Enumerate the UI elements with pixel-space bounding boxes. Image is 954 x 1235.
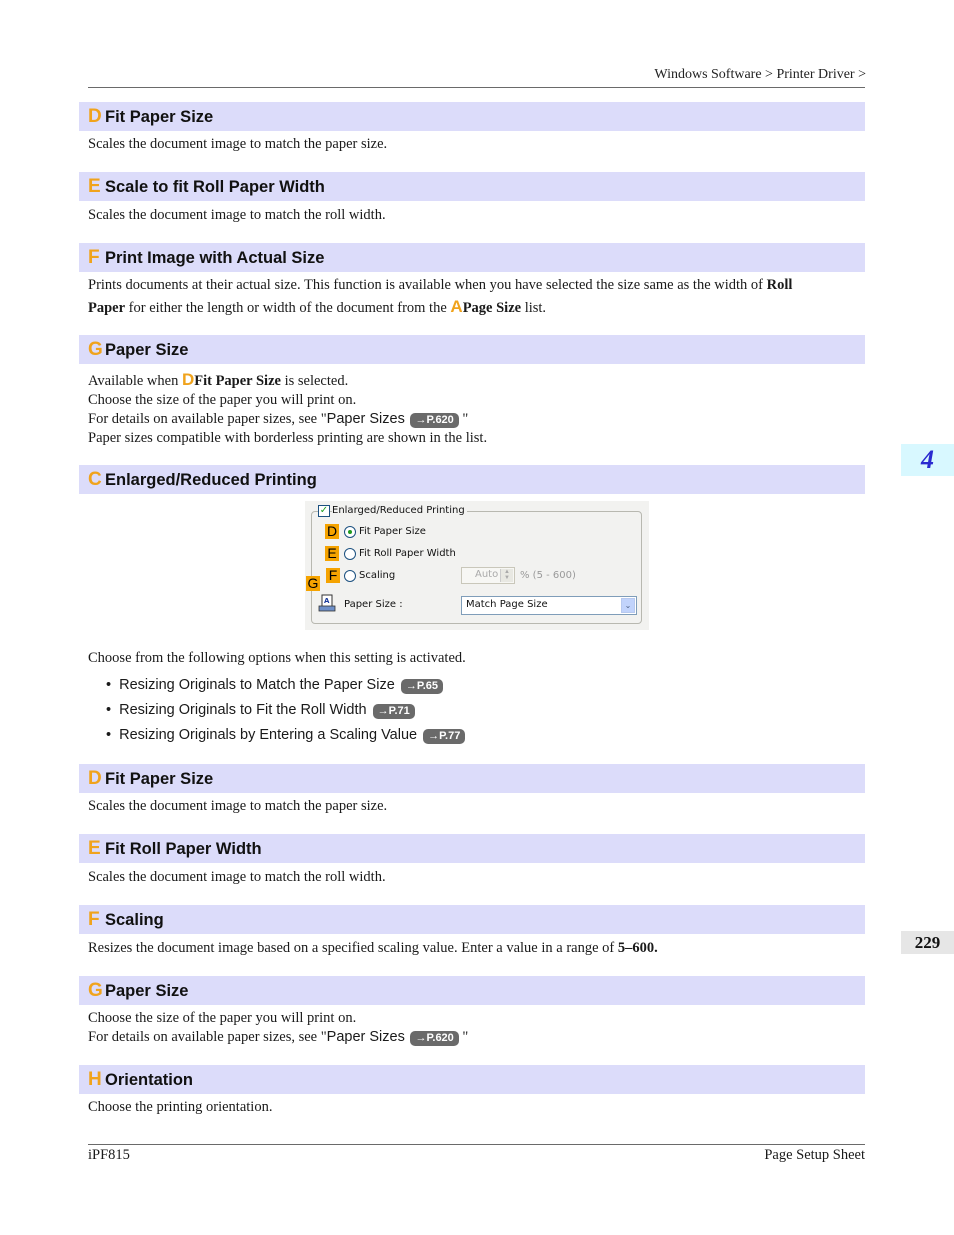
section-title: Fit Paper Size bbox=[105, 770, 214, 788]
section-text: Scales the document image to match the roll width. bbox=[88, 869, 386, 885]
section-text bbox=[88, 939, 858, 958]
page-ref-badge[interactable]: →P.77 bbox=[423, 729, 465, 744]
text-bold: Paper bbox=[88, 300, 126, 316]
section-title: Fit Paper Size bbox=[105, 108, 214, 126]
inline-letter: D bbox=[181, 370, 195, 389]
section-header-enlarged-reduced bbox=[79, 465, 865, 494]
bullet-icon: • bbox=[106, 727, 112, 743]
text-line: Choose the size of the paper you will print on. bbox=[88, 1010, 357, 1026]
text-bold: Roll bbox=[766, 277, 793, 293]
section-letter: F bbox=[88, 247, 100, 268]
section-header-orientation bbox=[79, 1065, 865, 1094]
section-title: Paper Size bbox=[105, 341, 189, 359]
text-line: Choose the size of the paper you will print on. bbox=[88, 392, 357, 408]
section-title: Fit Roll Paper Width bbox=[105, 840, 262, 858]
radio-selected-dot bbox=[348, 530, 352, 534]
fit-paper-size-radio[interactable] bbox=[344, 526, 356, 538]
chevron-down-icon[interactable]: ⌄ bbox=[621, 598, 635, 613]
page-ref-badge[interactable]: →P.620 bbox=[410, 413, 458, 428]
section-text bbox=[88, 1009, 858, 1047]
section-header-fit-roll-width bbox=[79, 834, 865, 863]
radio-label: Scaling bbox=[359, 570, 396, 581]
section-text: Choose the printing orientation. bbox=[88, 1099, 273, 1115]
section-letter: G bbox=[88, 980, 103, 1001]
link-text[interactable]: Resizing Originals by Entering a Scaling Value bbox=[119, 727, 418, 743]
page-ref-badge[interactable]: →P.71 bbox=[373, 704, 415, 719]
svg-text:A: A bbox=[324, 597, 330, 605]
section-title: Enlarged/Reduced Printing bbox=[105, 471, 317, 489]
section-letter: E bbox=[88, 176, 101, 197]
section-header-actual-size bbox=[79, 243, 865, 272]
section-header-scaling bbox=[79, 905, 865, 934]
scaling-range: % (5 - 600) bbox=[520, 570, 576, 581]
paper-size-value: Match Page Size bbox=[466, 599, 548, 610]
text-run: For details on available paper sizes, see " bbox=[88, 411, 327, 427]
text-run: For details on available paper sizes, see " bbox=[88, 1029, 327, 1045]
section-letter: D bbox=[88, 106, 102, 127]
section-title: Orientation bbox=[105, 1071, 194, 1089]
footer-section: Page Setup Sheet bbox=[764, 1147, 865, 1163]
page-ref-badge[interactable]: →P.620 bbox=[410, 1031, 458, 1046]
section-text: Choose from the following options when this setting is activated. bbox=[88, 650, 466, 666]
callout-badge: F bbox=[326, 568, 340, 583]
text-run: " bbox=[462, 1029, 469, 1045]
spin-arrows-icon[interactable]: ▲ ▼ bbox=[500, 569, 513, 582]
section-letter: G bbox=[88, 339, 103, 360]
scaling-spinbox[interactable] bbox=[461, 567, 515, 584]
list-item bbox=[106, 727, 465, 752]
section-text: Scales the document image to match the paper size. bbox=[88, 136, 388, 152]
scaling-radio[interactable] bbox=[344, 570, 356, 582]
callout-badge: G bbox=[307, 575, 319, 591]
section-text: Scales the document image to match the roll width. bbox=[88, 207, 386, 223]
footer-rule bbox=[88, 1144, 865, 1145]
callout-badge: D bbox=[326, 523, 338, 539]
section-text bbox=[88, 276, 858, 318]
section-title: Paper Size bbox=[105, 982, 189, 1000]
bullet-icon: • bbox=[106, 677, 112, 693]
text-bold: Page Size bbox=[462, 300, 522, 316]
text-run: is selected. bbox=[284, 373, 349, 389]
section-title: Scaling bbox=[105, 911, 164, 929]
section-header-fit-paper-size-2 bbox=[79, 764, 865, 793]
check-icon: ✓ bbox=[319, 505, 329, 516]
bullet-icon: • bbox=[106, 702, 112, 718]
chapter-tab[interactable]: 4 bbox=[901, 444, 954, 476]
text-bold: Fit Paper Size bbox=[194, 373, 281, 389]
section-header-paper-size bbox=[79, 335, 865, 364]
reference-list bbox=[106, 677, 465, 752]
page-ref-badge[interactable]: →P.65 bbox=[401, 679, 443, 694]
enlarged-reduced-checkbox[interactable] bbox=[318, 505, 330, 517]
text-bold: 5–600. bbox=[617, 940, 658, 956]
text-run: " bbox=[462, 411, 469, 427]
section-header-fit-paper-size bbox=[79, 102, 865, 131]
section-text bbox=[88, 370, 858, 448]
section-letter: F bbox=[88, 909, 100, 930]
text-line: Paper sizes compatible with borderless printing are shown in the list. bbox=[88, 430, 488, 446]
text-run: Resizes the document image based on a specified scaling value. Enter a value in a range of bbox=[88, 940, 615, 956]
section-letter: H bbox=[88, 1069, 102, 1090]
page-number: 229 bbox=[901, 931, 954, 954]
link-text[interactable]: Resizing Originals to Fit the Roll Width bbox=[119, 702, 367, 718]
header-rule bbox=[88, 87, 865, 88]
section-letter: D bbox=[88, 768, 102, 789]
footer-model: iPF815 bbox=[88, 1147, 130, 1163]
text-run: for either the length or width of the document from the bbox=[128, 300, 447, 316]
enlarged-reduced-dialog bbox=[305, 501, 649, 630]
link-text[interactable]: Resizing Originals to Match the Paper Size bbox=[119, 677, 395, 693]
list-item bbox=[106, 677, 465, 702]
text-run: Prints documents at their actual size. This function is available when you have selected the size same as the width of bbox=[88, 277, 763, 293]
section-letter: E bbox=[88, 838, 101, 859]
section-header-paper-size-2 bbox=[79, 976, 865, 1005]
radio-label: Fit Roll Paper Width bbox=[359, 548, 456, 559]
radio-label: Fit Paper Size bbox=[359, 526, 426, 537]
section-header-scale-roll-width bbox=[79, 172, 865, 201]
breadcrumb: Windows Software > Printer Driver > bbox=[654, 67, 866, 82]
section-title: Scale to fit Roll Paper Width bbox=[105, 178, 325, 196]
fit-roll-paper-width-radio[interactable] bbox=[344, 548, 356, 560]
scaling-value: Auto bbox=[475, 569, 499, 580]
paper-sizes-link[interactable]: Paper Sizes bbox=[326, 1029, 405, 1045]
section-title: Print Image with Actual Size bbox=[105, 249, 325, 267]
section-text: Scales the document image to match the paper size. bbox=[88, 798, 388, 814]
group-label: Enlarged/Reduced Printing bbox=[332, 505, 465, 516]
inline-letter: A bbox=[450, 297, 463, 316]
section-letter: C bbox=[88, 469, 102, 490]
list-item bbox=[106, 702, 465, 727]
paper-size-icon bbox=[318, 594, 336, 612]
text-run: Available when bbox=[88, 373, 179, 389]
paper-size-select[interactable] bbox=[461, 596, 637, 615]
callout-badge: E bbox=[325, 546, 339, 561]
paper-size-label: Paper Size : bbox=[344, 599, 403, 610]
paper-sizes-link[interactable]: Paper Sizes bbox=[326, 411, 405, 427]
text-run: list. bbox=[524, 300, 547, 316]
